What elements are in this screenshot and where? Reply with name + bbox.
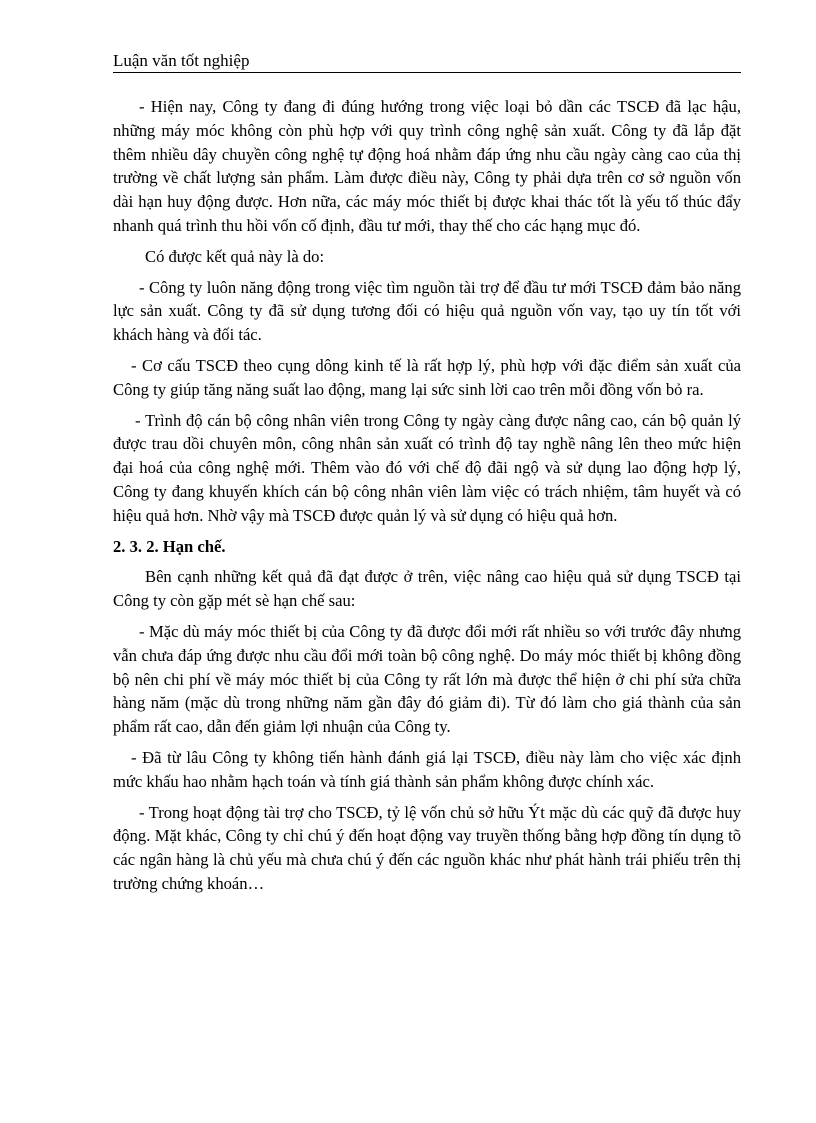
page-header-title: Luận văn tốt nghiệp [113, 50, 741, 73]
paragraph-reason-structure: - Cơ cấu TSCĐ theo cụng dông kinh tế là rất hợp lý, phù hợp với đặc điểm sản xuất của Công ty giúp tăng năng suất lao động, mang lại sức sinh lời cao trên mỗi đồng vốn bỏ ra. [113, 355, 741, 399]
paragraph-reason-staff: - Trình độ cán bộ công nhân viên trong Công ty ngày càng được nâng cao, cán bộ quản lý được trau dồi chuyên môn, công nhân sản xuất có trình độ tay nghề nâng lên theo mức hiện đại hoá của công nghệ mới. Thêm vào đó với chế độ đãi ngộ và sử dụng lao động hợp lý, Công ty đang khuyến khích cán bộ công nhân viên làm việc có trách nhiệm, tâm huyết và có hiệu quả hơn. Nhờ vậy mà TSCĐ được quản lý và sử dụng có hiệu quả hơn. [113, 410, 741, 525]
paragraph-limitation-equipment: - Mặc dù máy móc thiết bị của Công ty đã được đổi mới rất nhiều so với trước đây nhưng vẫn chưa đáp ứng được nhu cầu đổi mới toàn bộ công nghệ. Do máy móc thiết bị không đồng bộ nên chi phí về máy móc thiết bị của Công ty rất lớn mà được thể hiện ở chi phí sửa chữa hàng năm (mặc dù trong những năm gần đây đó giảm đi). Từ đó làm cho giá thành của sản phẩm rất cao, dẫn đến giảm lợi nhuận của Công ty. [113, 621, 741, 737]
paragraph-limitations-intro: Bên cạnh những kết quả đã đạt được ở trên, việc nâng cao hiệu quả sử dụng TSCĐ tại Công ty còn gặp mét sè hạn chế sau: [113, 567, 741, 611]
paragraph-limitation-revaluation: - Đã từ lâu Công ty không tiến hành đánh giá lại TSCĐ, điều này làm cho việc xác định mức khấu hao nhằm hạch toán và tính giá thành sản phẩm không được chính xác. [113, 747, 741, 791]
paragraph-limitation-funding: - Trong hoạt động tài trợ cho TSCĐ, tỷ lệ vốn chủ sở hữu Ýt mặc dù các quỹ đã được huy động. Mặt khác, Công ty chỉ chú ý đến hoạt động vay truyền thống bằng hợp đồng tín dụng tõ các ngân hàng là chủ yếu mà chưa chú ý đến các nguồn khác như phát hành trái phiếu trên thị trường chứng khoán… [113, 802, 741, 893]
paragraph-reasons-intro: Có được kết quả này là do: [145, 246, 325, 266]
paragraph-reason-financing: - Công ty luôn năng động trong việc tìm nguồn tài trợ để đầu tư mới TSCĐ đảm bảo năng lực sản xuất. Công ty đã sử dụng tương đối có hiệu quả nguồn vốn vay, tạo uy tín tốt với khách hàng và đối tác. [113, 277, 741, 345]
document-body [113, 95, 741, 903]
paragraph-current-status: - Hiện nay, Công ty đang đi đúng hướng trong việc loại bỏ dần các TSCĐ đã lạc hậu, những máy móc không còn phù hợp với quy trình công nghệ sản xuất. Công ty đã lắp đặt thêm nhiều dây chuyền công nghệ tự động hoá nhằm đáp ứng nhu cầu ngày càng cao của thị trường về chất lượng sản phẩm. Làm được điều này, Công ty phải dựa trên cơ sở nguồn vốn dài hạn huy động được. Hơn nữa, các máy móc thiết bị được khai thác tốt là yếu tố thúc đẩy nhanh quá trình thu hồi vốn cố định, đầu tư mới, thay thế cho các hạng mục đó. [113, 97, 741, 235]
section-heading-limitations: 2. 3. 2. Hạn chế. [113, 536, 226, 556]
